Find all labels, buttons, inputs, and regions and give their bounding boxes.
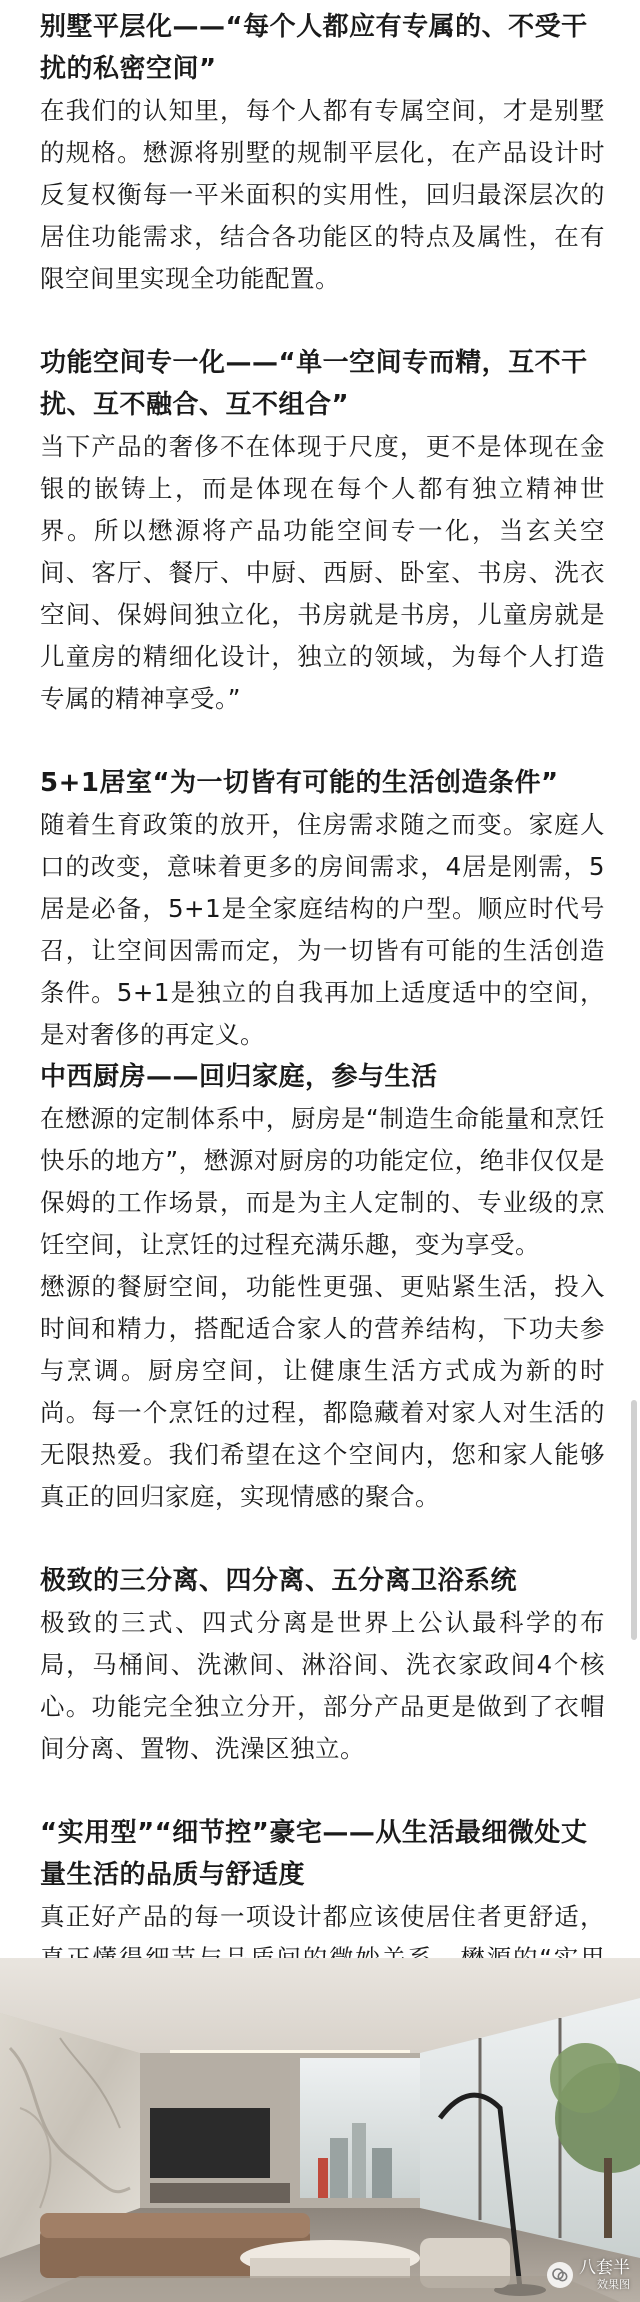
section-spacer xyxy=(40,720,605,762)
section-heading: 功能空间专一化——“单一空间专而精，互不干扰、互不融合、互不组合” xyxy=(40,348,588,420)
watermark-name: 八套半 xyxy=(579,2258,630,2278)
section-paragraph: 在我们的认知里，每个人都有专属空间，才是别墅的规格。懋源将别墅的规制平层化，在产品设计时反复权衡每一平米面积的实用性，回归最深层次的居住功能需求，结合各功能区的特点及属性，在有限空间里实现全功能配置。 xyxy=(40,96,605,293)
section-paragraph: 在懋源的定制体系中，厨房是“制造生命能量和烹饪快乐的地方”，懋源对厨房的功能定位，绝非仅仅是保姆的工作场景，而是为主人定制的、专业级的烹饪空间，让烹饪的过程充满乐趣，变为享受。 xyxy=(40,1104,605,1259)
watermark xyxy=(547,2258,630,2292)
living-room-illustration xyxy=(0,1958,640,2302)
section-paragraph: 当下产品的奢侈不在体现于尺度，更不是体现在金银的嵌铸上，而是体现在每个人都有独立精神世界。所以懋源将产品功能空间专一化，当玄关空间、客厅、餐厅、中厨、西厨、卧室、书房、洗衣空间、保姆间独立化，书房就是书房，儿童房就是儿童房的精细化设计，独立的领域，为每个人打造专属的精神享受。” xyxy=(40,432,605,713)
living-room-photo xyxy=(0,1958,640,2302)
section-kitchen xyxy=(40,1056,605,1518)
wechat-channel-icon xyxy=(547,2262,573,2288)
section-paragraph: 真正好产品的每一项设计都应该使居住者更舒适， xyxy=(40,1902,605,1931)
section-heading: 极致的三分离、四分离、五分离卫浴系统 xyxy=(40,1566,518,1596)
section-heading: 别墅平层化——“每个人都应有专属的、不受干扰的私密空间” xyxy=(40,12,588,84)
section-heading: 中西厨房——回归家庭，参与生活 xyxy=(40,1062,438,1092)
watermark-sub: 效果图 xyxy=(597,2278,630,2291)
section-spacer xyxy=(40,1518,605,1560)
scrollbar-thumb[interactable] xyxy=(631,1400,637,1640)
section-paragraph: 随着生育政策的放开，住房需求随之而变。家庭人口的改变，意味着更多的房间需求，4居是刚需，5居是必备，5+1是全家庭结构的户型。顺应时代号召，让空间因需而定，为一切皆有可能的生活创造条件。5+1是独立的自我再加上适度适中的空间，是对奢侈的再定义。 xyxy=(40,810,605,1049)
section-five-plus-one xyxy=(40,762,605,1056)
section-bathroom xyxy=(40,1560,605,1770)
section-spacer xyxy=(40,1770,605,1812)
section-spacer xyxy=(40,300,605,342)
section-heading: 5+1居室“为一切皆有可能的生活创造条件” xyxy=(40,768,559,798)
section-paragraph: 懋源的餐厨空间，功能性更强、更贴紧生活，投入时间和精力，搭配适合家人的营养结构，下功夫参与烹调。厨房空间，让健康生活方式成为新的时尚。每一个烹饪的过程，都隐藏着对家人对生活的无限热爱。我们希望在这个空间内，您和家人能够真正的回归家庭，实现情感的聚合。 xyxy=(40,1272,605,1511)
watermark-text xyxy=(579,2258,630,2292)
section-heading: “实用型”“细节控”豪宅——从生活最细微处丈量生活的品质与舒适度 xyxy=(40,1818,588,1890)
section-villa-flat xyxy=(40,6,605,300)
section-paragraph: 极致的三式、四式分离是世界上公认最科学的布局，马桶间、洗漱间、淋浴间、洗衣家政间4个核心。功能完全独立分开，部分产品更是做到了衣帽间分离、置物、洗澡区独立。 xyxy=(40,1608,605,1763)
section-function-space xyxy=(40,342,605,720)
article-body xyxy=(40,6,605,2064)
